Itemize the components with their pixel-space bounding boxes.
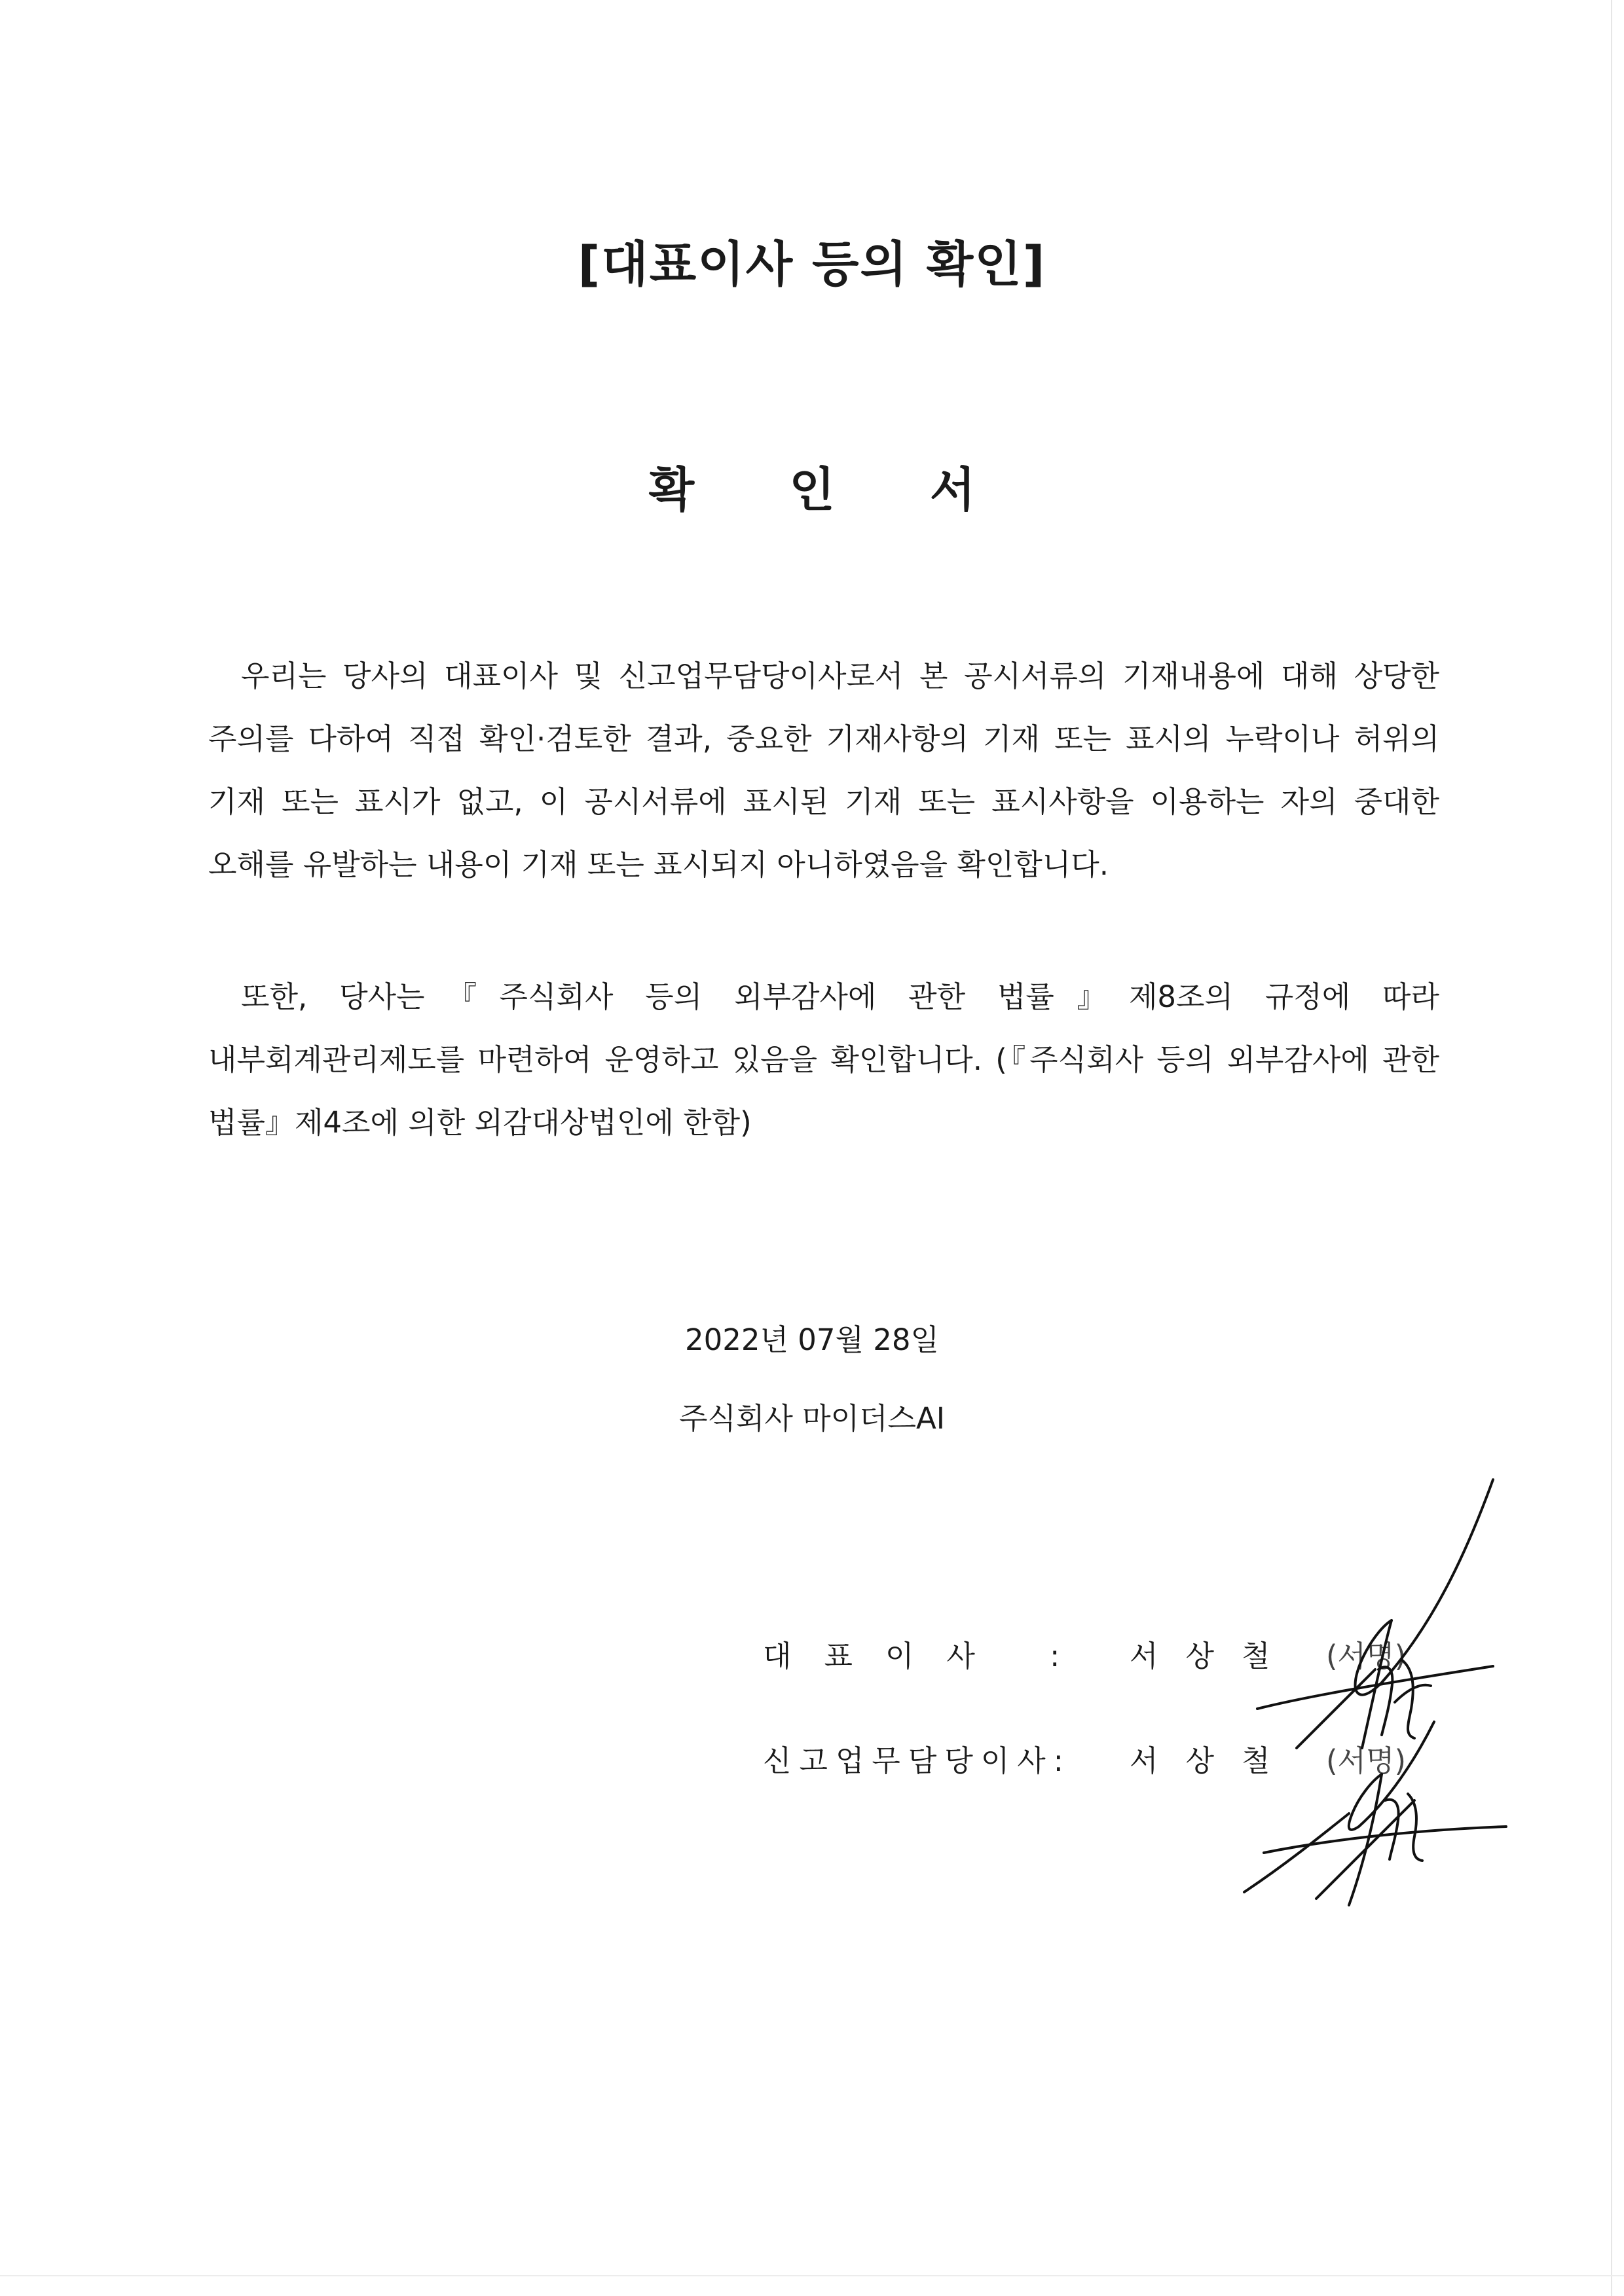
internal-control-paragraph: 또한, 당사는『주식회사 등의 외부감사에 관한 법률』제8조의 규정에 따라 내부회계관리제도를 마련하여 운영하고 있음을 확인합니다. (『주식회사 등의 외부감사에 관한 법률』제4조에 의한 외감대상법인에 한함) <box>208 979 1439 1140</box>
handwritten-signature-icon <box>1218 1473 1519 1918</box>
signature-mark-label: (서명) <box>1326 1743 1407 1778</box>
company-name: 주식회사 마이더스AI <box>678 1401 946 1436</box>
signatory-role: 대표이사 : <box>763 1639 1093 1673</box>
document-subtitle: 확 인 서 <box>648 462 1015 517</box>
document-date: 2022년 07월 28일 <box>684 1322 940 1357</box>
signature-mark-label: (서명) <box>1326 1639 1407 1673</box>
signatory-name: 서상철 <box>1130 1639 1298 1673</box>
document-title: [대표이사 등의 확인] <box>578 236 1046 293</box>
signatory-name: 서상철 <box>1130 1743 1298 1778</box>
confirmation-paragraph: 우리는 당사의 대표이사 및 신고업무담당이사로서 본 공시서류의 기재내용에 대해 상당한 주의를 다하여 직접 확인·검토한 결과, 중요한 기재사항의 기재 또는 표시의 누락이나 허위의 기재 또는 표시가 없고, 이 공시서류에 표시된 기재 또는 표시사항을 이용하는 자의 중대한 오해를 유발하는 내용이 기재 또는 표시되지 아니하였음을 확인합니다. <box>208 659 1439 882</box>
scan-edge-right <box>1611 0 1612 2296</box>
signatory-role: 신고업무담당이사: <box>763 1743 1071 1778</box>
scan-edge-bottom <box>0 2275 1624 2276</box>
